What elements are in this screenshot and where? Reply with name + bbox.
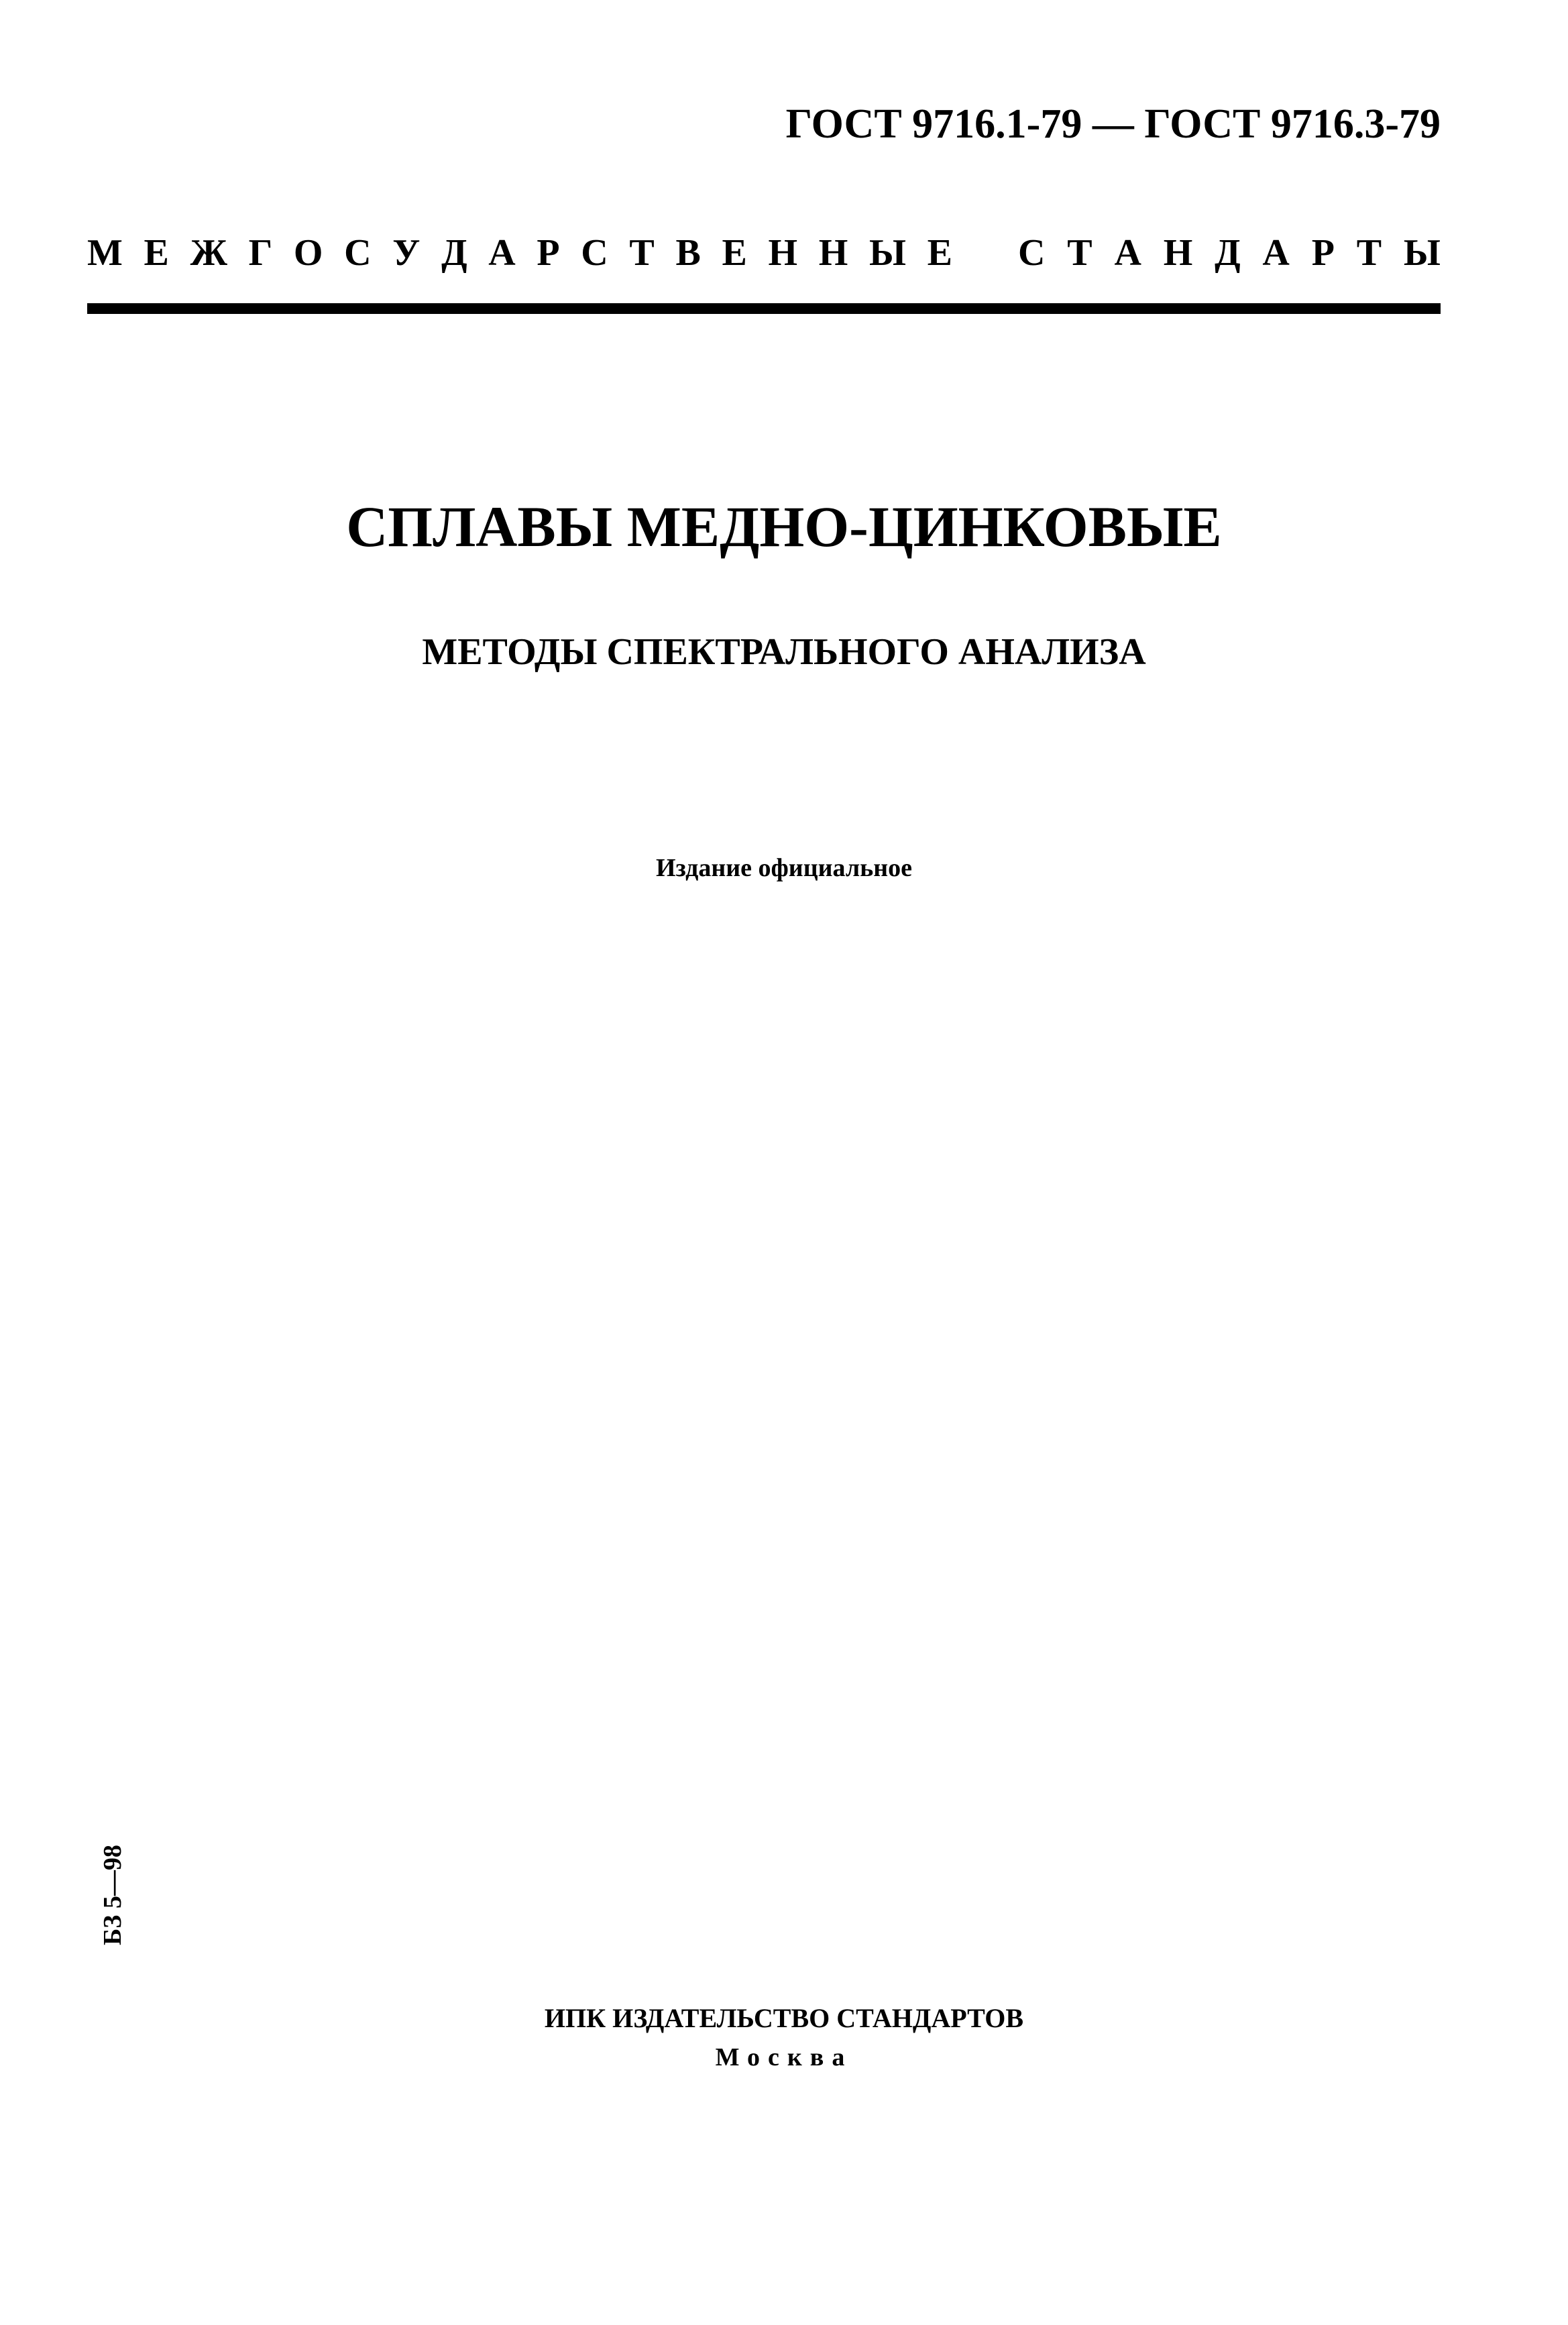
document-title: СПЛАВЫ МЕДНО-ЦИНКОВЫЕ [346, 494, 1222, 559]
document-subtitle: МЕТОДЫ СПЕКТРАЛЬНОГО АНАЛИЗА [422, 631, 1146, 673]
document-number: ГОСТ 9716.1-79 — ГОСТ 9716.3-79 [785, 101, 1441, 147]
edition-label: Издание официальное [655, 854, 912, 882]
publisher-city: Москва [715, 2043, 853, 2071]
series-word-standards: С Т А Н Д А Р Т Ы [1018, 232, 1441, 274]
series-title [87, 231, 1441, 274]
publisher-name: ИПК ИЗДАТЕЛЬСТВО СТАНДАРТОВ [544, 2003, 1024, 2033]
series-word-interstate: М Е Ж Г О С У Д А Р С Т В Е Н Н Ы Е [87, 232, 952, 274]
header-rule [87, 303, 1441, 314]
side-code: БЗ 5—98 [99, 1845, 127, 1945]
